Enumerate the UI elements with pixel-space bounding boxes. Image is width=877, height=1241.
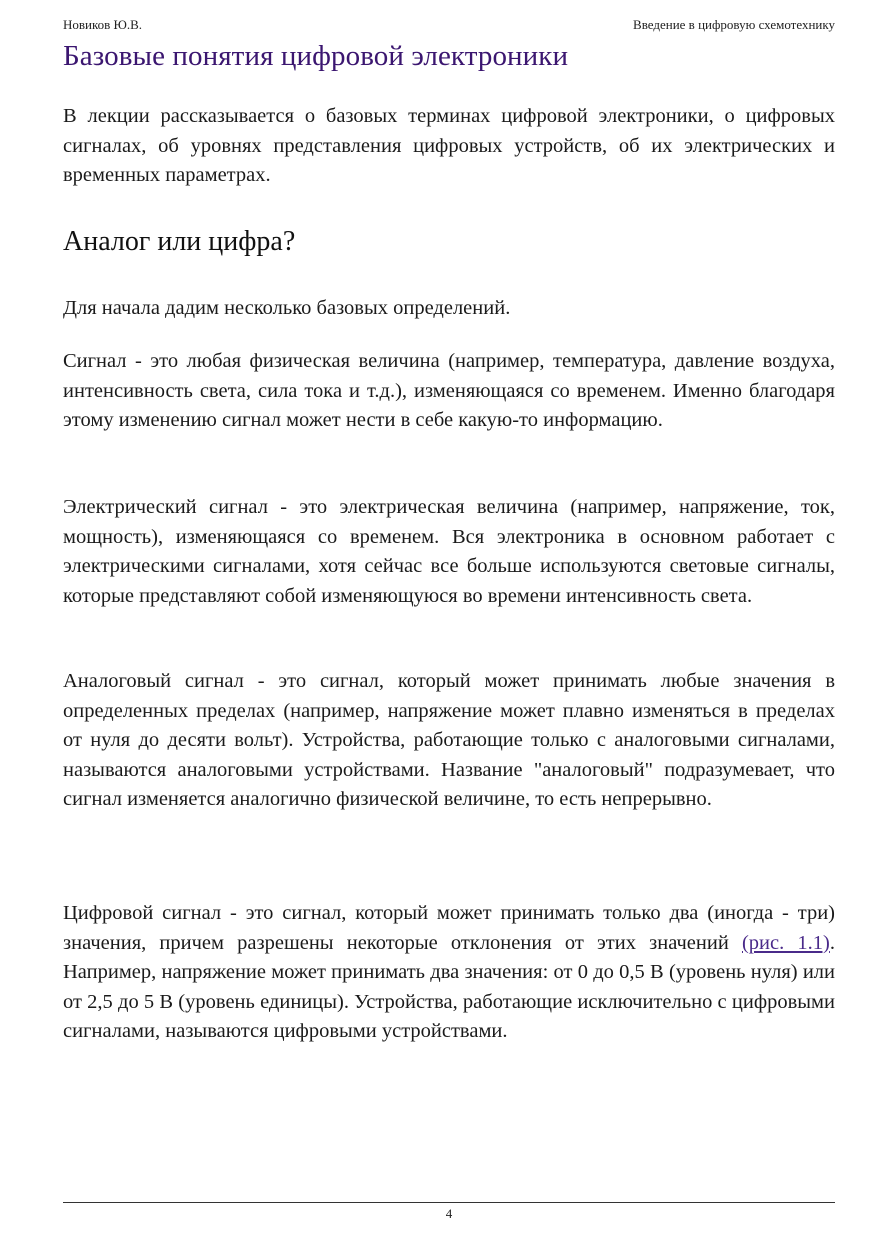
- digital-signal-paragraph: [63, 899, 835, 1047]
- figure-reference-link[interactable]: (рис. 1.1): [741, 931, 830, 954]
- document-page: [63, 0, 835, 1241]
- signal-definition-paragraph: Сигнал - это любая физическая величина (например, температура, давление воздуха, интенсивность света, сила тока и т.д.), изменяющаяся со временем. Именно благодаря этому изменению сигнал может нести в себе какую-то информацию.: [63, 350, 835, 431]
- analog-signal-paragraph: Аналоговый сигнал - это сигнал, который может принимать любые значения в определенных пределах (например, напряжение может плавно изменяться в пределах от нуля до десяти вольт). Устройства, работающие только с аналоговыми сигналами, называются аналоговыми устройствами. Название "аналоговый" подразумевает, что сигнал изменяется аналогично физической величине, то есть непрерывно.: [63, 670, 835, 810]
- header-author: Новиков Ю.В.: [63, 17, 143, 32]
- header-book-title: Введение в цифровую схемотехнику: [633, 17, 835, 32]
- electrical-signal-paragraph: Электрический сигнал - это электрическая величина (например, напряжение, ток, мощность), изменяющаяся со временем. Вся электроника в основном работает с электрическими сигналами, хотя сейчас все больше используются световые сигналы, которые представляют собой изменяющуюся во времени интенсивность света.: [63, 496, 835, 607]
- page-title: Базовые понятия цифровой электроники: [63, 40, 569, 72]
- digital-paragraph-text-start: Цифровой сигнал - это сигнал, который может принимать только два (иногда - три) значения, причем разрешены некоторые отклонения от этих значений: [63, 902, 835, 954]
- section-heading: Аналог или цифра?: [63, 226, 296, 257]
- intro-paragraph: В лекции рассказывается о базовых терминах цифровой электроники, о цифровых сигналах, об уровнях представления цифровых устройств, об их электрических и временных параметрах.: [63, 105, 835, 186]
- digital-paragraph-text-end: . Например, напряжение может принимать два значения: от 0 до 0,5 В (уровень нуля) или от 2,5 до 5 В (уровень единицы). Устройства, работающие исключительно с цифровыми сигналами, называются цифровыми устройствами.: [63, 931, 835, 1042]
- definitions-intro-paragraph: Для начала дадим несколько базовых определений.: [63, 297, 511, 319]
- running-header: [63, 17, 835, 33]
- footer-divider: [63, 1202, 835, 1203]
- page-number: 4: [445, 1206, 453, 1221]
